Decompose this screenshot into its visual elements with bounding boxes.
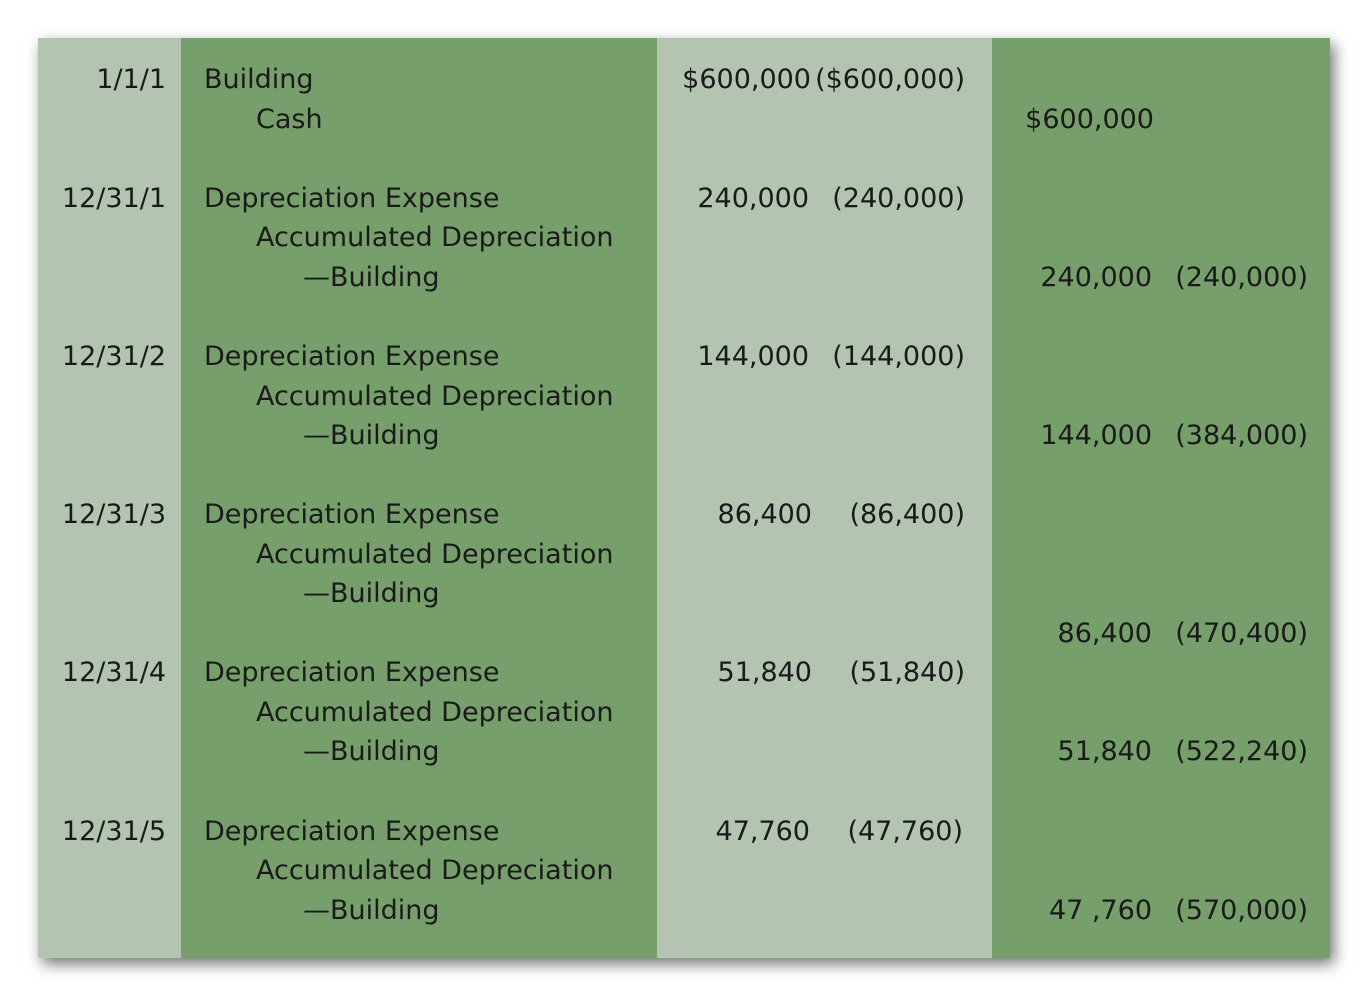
credit-effect: (470,400) <box>1175 618 1308 649</box>
credit-account: Cash <box>256 104 323 135</box>
debit-account: Depreciation Expense <box>204 341 500 372</box>
debit-effect: (47,760) <box>847 816 963 847</box>
credit-amount: 144,000 <box>1040 420 1152 451</box>
entry-date: 12/31/3 <box>61 499 166 530</box>
credit-column <box>992 38 1330 958</box>
credit-effect: (570,000) <box>1175 895 1308 926</box>
entry-date: 12/31/5 <box>61 816 166 847</box>
debit-amount: 240,000 <box>697 183 809 214</box>
credit-account-line2: —Building <box>303 578 440 609</box>
debit-effect: (144,000) <box>832 341 965 372</box>
credit-amount: 51,840 <box>1057 736 1152 767</box>
entry-date: 1/1/1 <box>96 64 166 95</box>
debit-account: Depreciation Expense <box>204 657 500 688</box>
debit-account: Depreciation Expense <box>204 816 500 847</box>
credit-effect: (384,000) <box>1175 420 1308 451</box>
debit-amount: $600,000 <box>682 64 811 95</box>
journal-entries-table <box>38 38 1330 958</box>
debit-amount: 51,840 <box>717 657 812 688</box>
credit-account-line2: —Building <box>303 262 440 293</box>
debit-amount: 86,400 <box>717 499 812 530</box>
debit-account: Depreciation Expense <box>204 499 500 530</box>
credit-account-line2: —Building <box>303 895 440 926</box>
debit-effect: (51,840) <box>849 657 965 688</box>
debit-account: Depreciation Expense <box>204 183 500 214</box>
credit-amount: 86,400 <box>1057 618 1152 649</box>
debit-effect: (240,000) <box>832 183 965 214</box>
credit-effect: (522,240) <box>1175 736 1308 767</box>
credit-account: Accumulated Depreciation <box>256 697 614 728</box>
debit-effect: ($600,000) <box>815 64 965 95</box>
entry-date: 12/31/4 <box>61 657 166 688</box>
debit-account: Building <box>204 64 314 95</box>
credit-effect: (240,000) <box>1175 262 1308 293</box>
credit-account: Accumulated Depreciation <box>256 381 614 412</box>
debit-amount: 144,000 <box>697 341 809 372</box>
credit-amount: $600,000 <box>1025 104 1154 135</box>
credit-account: Accumulated Depreciation <box>256 855 614 886</box>
credit-account: Accumulated Depreciation <box>256 539 614 570</box>
credit-amount: 47 ,760 <box>1048 895 1152 926</box>
debit-effect: (86,400) <box>849 499 965 530</box>
credit-account-line2: —Building <box>303 736 440 767</box>
credit-account: Accumulated Depreciation <box>256 222 614 253</box>
entry-date: 12/31/1 <box>61 183 166 214</box>
entry-date: 12/31/2 <box>61 341 166 372</box>
debit-amount: 47,760 <box>715 816 810 847</box>
credit-amount: 240,000 <box>1040 262 1152 293</box>
credit-account-line2: —Building <box>303 420 440 451</box>
